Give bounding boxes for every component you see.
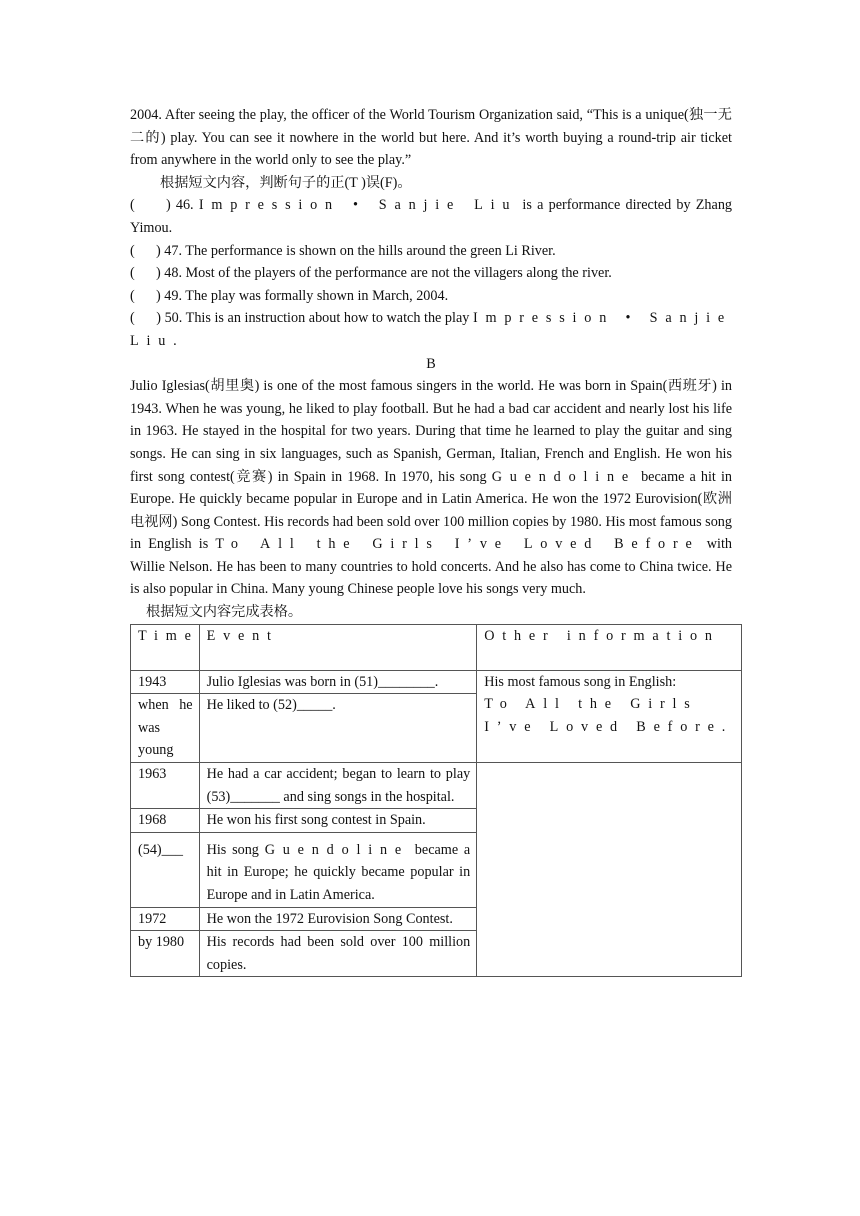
time-cell: 1943	[131, 670, 200, 694]
passage-b-part-3: with Willie Nelson. He has been to many countries to hold concerts. And he also has come to China twice. He is also popular in China. Many young Chinese people love his songs very much.	[130, 536, 733, 598]
song-guendoline: Guendoline	[491, 468, 636, 485]
q46-text: is a performance directed by Zhang Yimou.	[130, 197, 733, 236]
passage-a-tail: 2004. After seeing the play, the officer of the World Tourism Organization said, “This is a unique(独一无二的) play. You can see it nowhere in the world but here. And it’s worth buying a round-trip air ticket from anywhere in the world only to see the play.”	[130, 107, 732, 169]
header-event: Event	[199, 624, 477, 670]
passage-b-text	[130, 375, 732, 601]
question-48: ( ) 48. Most of the players of the performance are not the villagers along the river.	[130, 265, 612, 282]
event-cell: He won the 1972 Eurovision Song Contest.	[199, 907, 477, 931]
event-cell: Julio Iglesias was born in (51)________.	[199, 670, 477, 694]
event-cell: He liked to (52)_____.	[199, 694, 477, 763]
document-page	[130, 104, 732, 977]
question-49: ( ) 49. The play was formally shown in March, 2004.	[130, 287, 449, 304]
passage-a-instruction: 根据短文内容，判断句子的正(T )误(F)。	[160, 174, 412, 191]
other-info-cell	[477, 670, 742, 762]
q46-number: ( ) 46.	[130, 197, 199, 214]
info-table	[130, 624, 742, 978]
table-row	[131, 670, 742, 694]
table-header-row	[131, 624, 742, 670]
time-cell: when he was young	[131, 694, 200, 763]
section-b-heading: B	[426, 355, 436, 372]
time-cell: (54)___	[131, 832, 200, 907]
passage-b-part-1: Julio Iglesias(胡里奥) is one of the most famous singers in the world. He was born in Spain(西班牙) in 1943. When he was young, he liked to play football. But he had a bad car accident and nearly lost his life in 1963. He stayed in the hospital for two years. During that time he learned to play the guitar and sing songs. He can sing in six languages, such as Spanish, German, Italian, French and English. He won his first song contest(竞赛) in Spain in 1968. In 1970, his song	[130, 378, 732, 485]
q50-text: ( ) 50. This is an instruction about how to watch the play	[130, 310, 473, 327]
other-info-song: To All the Girls I’ve Loved Before.	[484, 696, 734, 735]
event-song-title: Guendoline	[264, 841, 409, 858]
time-cell: 1963	[131, 763, 200, 809]
passage-b-part-2: became a hit in Europe. He quickly became popular in Europe and in Latin America. He won the 1972 Eurovision(欧洲电视网) Song Contest. His records had been sold over 100 million copies by 1980. His most famous song in English is	[130, 468, 732, 553]
question-50	[130, 307, 732, 352]
passage-b-instruction: 根据短文内容完成表格。	[146, 604, 303, 621]
question-47: ( ) 47. The performance is shown on the hills around the green Li River.	[130, 242, 556, 259]
event-text-post: became a hit in Europe; he quickly became popular in Europe and in Latin America.	[206, 841, 471, 903]
event-cell	[199, 832, 477, 907]
event-text-pre: His song	[206, 841, 265, 858]
empty-other-cell	[477, 763, 742, 977]
event-cell: He had a car accident; began to learn to play (53)_______ and sing songs in the hospital.	[199, 763, 477, 809]
header-time: Time	[131, 624, 200, 670]
song-to-all-the-girls: To All the Girls I’ve Loved Before	[215, 536, 700, 553]
q50-title: Impression • Sanjie Liu.	[130, 310, 733, 349]
time-cell: 1968	[131, 809, 200, 833]
event-cell: He won his first song contest in Spain.	[199, 809, 477, 833]
other-info-label: His most famous song in English:	[484, 673, 677, 690]
question-46	[130, 194, 732, 239]
table-row	[131, 763, 742, 809]
time-cell: by 1980	[131, 931, 200, 977]
event-cell: His records had been sold over 100 million copies.	[199, 931, 477, 977]
header-other: Other information	[477, 624, 742, 670]
time-cell: 1972	[131, 907, 200, 931]
q46-title: Impression • Sanjie Liu	[198, 197, 518, 214]
